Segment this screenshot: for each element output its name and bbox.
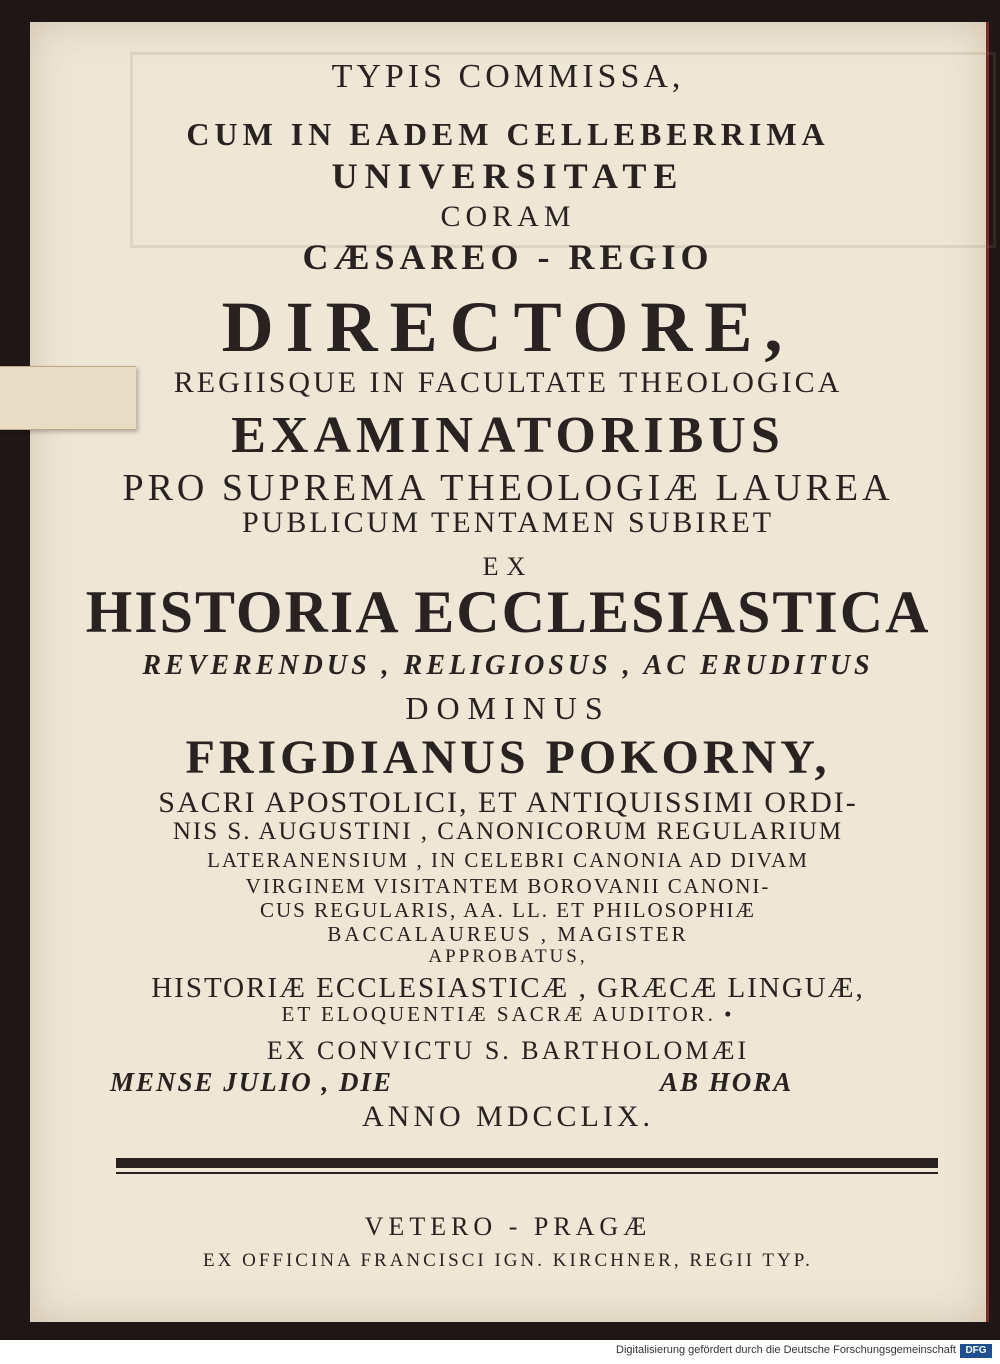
line-cus-regularis: CUS REGULARIS, AA. LL. ET PHILOSOPHIÆ xyxy=(260,898,756,922)
line-ex-convictu: EX CONVICTU S. BARTHOLOMÆI xyxy=(266,1036,750,1065)
footer-bar xyxy=(0,1340,1000,1364)
line-directore: DIRECTORE, xyxy=(221,287,795,367)
imprint-printer: EX OFFICINA FRANCISCI IGN. KIRCHNER, REGII TYP. xyxy=(203,1250,813,1271)
dfg-logo: DFG xyxy=(960,1344,992,1358)
line-caesareo-regio: CÆSAREO - REGIO xyxy=(302,237,714,277)
line-approbatus: APPROBATUS, xyxy=(428,946,588,967)
date-month-day: MENSE JULIO , DIE xyxy=(110,1067,394,1097)
line-historiae-ecclesiasticae: HISTORIÆ ECCLESIASTICÆ , GRÆCÆ LINGUÆ, xyxy=(151,972,865,1004)
line-universitate: UNIVERSITATE xyxy=(331,156,685,196)
line-typis-commissa: TYPIS COMMISSA, xyxy=(331,58,685,95)
line-cum-in-eadem: CUM IN EADEM CELLEBERRIMA xyxy=(186,116,830,152)
line-dominus: DOMINUS xyxy=(405,690,611,726)
footer-credit: Digitalisierung gefördert durch die Deutsche Forschungsgemeinschaft xyxy=(616,1344,956,1356)
ornamental-rule-thick xyxy=(116,1158,938,1168)
ornamental-rule-thin xyxy=(116,1172,938,1174)
line-coram: CORAM xyxy=(440,200,576,233)
line-examinatoribus: EXAMINATORIBUS xyxy=(231,407,785,464)
line-eloquentiae: ET ELOQUENTIÆ SACRÆ AUDITOR. • xyxy=(281,1002,735,1026)
line-publicum-tentamen: PUBLICUM TENTAMEN SUBIRET xyxy=(241,506,775,539)
line-baccalaureus: BACCALAUREUS , MAGISTER xyxy=(327,922,689,946)
line-ex: EX xyxy=(482,552,534,581)
imprint-place: VETERO - PRAGÆ xyxy=(364,1212,652,1241)
line-anno: ANNO MDCCLIX. xyxy=(362,1100,654,1133)
date-hour: AB HORA xyxy=(660,1067,794,1097)
line-sacri-apostolici: SACRI APOSTOLICI, ET ANTIQUISSIMI ORDI- xyxy=(158,786,858,819)
line-reverendus: REVERENDUS , RELIGIOSUS , AC ERUDITUS xyxy=(142,650,874,681)
line-lateranensium: LATERANENSIUM , IN CELEBRI CANONIA AD DIVAM xyxy=(207,848,809,872)
line-virginem: VIRGINEM VISITANTEM BOROVANII CANONI- xyxy=(245,874,771,898)
line-historia-ecclesiastica: HISTORIA ECCLESIASTICA xyxy=(85,579,931,645)
line-augustini: NIS S. AUGUSTINI , CANONICORUM REGULARIUM xyxy=(172,818,844,845)
line-frigdianus-pokorny: FRIGDIANUS POKORNY, xyxy=(185,731,831,784)
line-pro-suprema: PRO SUPREMA THEOLOGIÆ LAUREA xyxy=(122,467,894,509)
line-regiisque: REGIISQUE IN FACULTATE THEOLOGICA xyxy=(173,366,843,399)
date-line xyxy=(30,1067,986,1103)
